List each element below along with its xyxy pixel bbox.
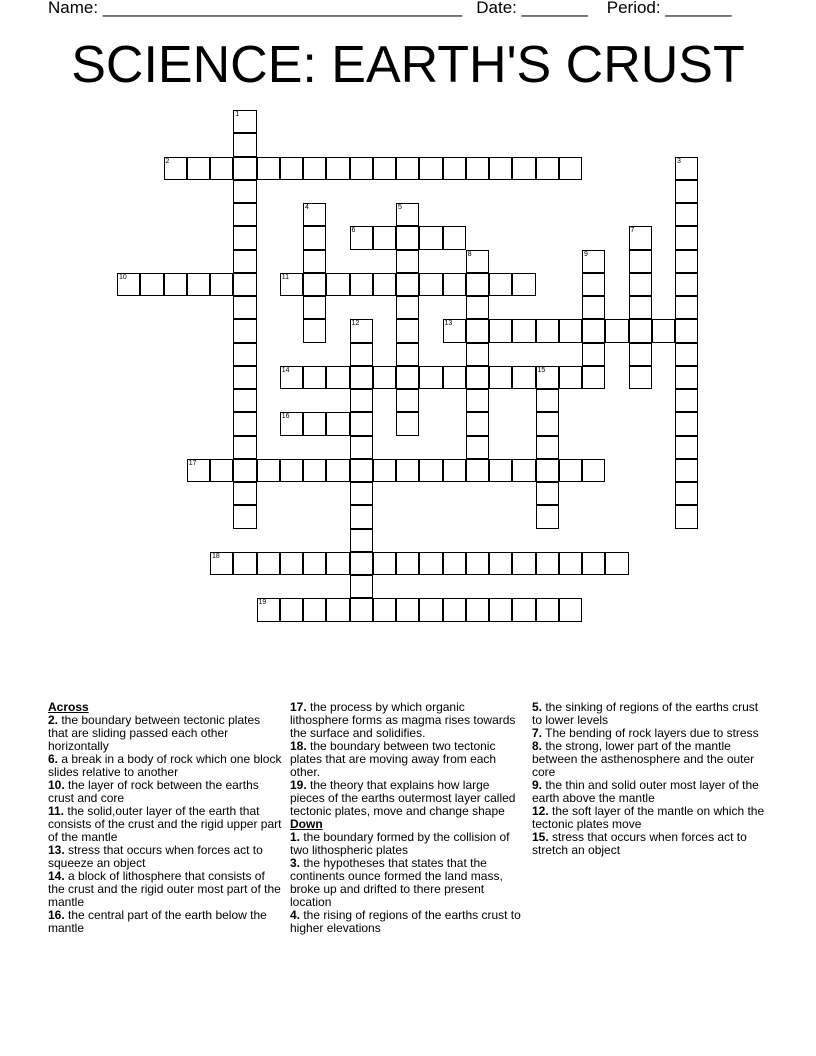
crossword-cell[interactable]: [396, 296, 419, 319]
crossword-cell[interactable]: [582, 250, 605, 273]
crossword-cell[interactable]: [512, 552, 535, 575]
clue-number: 5.: [532, 700, 543, 714]
crossword-cell[interactable]: [396, 412, 419, 435]
crossword-cell[interactable]: [210, 552, 233, 575]
cell-number: 12: [351, 320, 360, 328]
crossword-cell[interactable]: [419, 273, 442, 296]
crossword-cell[interactable]: [675, 203, 698, 226]
clue-text: the hypotheses that states that the continents ounce formed the land mass, broke up and drifted to there present location: [290, 856, 503, 909]
clue-number: 11.: [48, 804, 65, 818]
crossword-cell[interactable]: [257, 552, 280, 575]
cell-number: 13: [444, 320, 453, 328]
crossword-cell[interactable]: [629, 250, 652, 273]
crossword-cell[interactable]: [373, 598, 396, 621]
crossword-cell[interactable]: [675, 319, 698, 342]
clue-text: The bending of rock layers due to stress: [542, 726, 759, 740]
crossword-cell[interactable]: [443, 157, 466, 180]
crossword-cell[interactable]: [675, 389, 698, 412]
crossword-cell[interactable]: [257, 598, 280, 621]
crossword-cell[interactable]: [350, 552, 373, 575]
clue-number: 17.: [290, 700, 307, 714]
crossword-cell[interactable]: [350, 389, 373, 412]
crossword-cell[interactable]: [675, 459, 698, 482]
crossword-cell[interactable]: [303, 273, 326, 296]
across-clue-list: [48, 714, 283, 935]
crossword-cell[interactable]: [233, 296, 256, 319]
crossword-cell[interactable]: [257, 157, 280, 180]
crossword-cell[interactable]: [675, 436, 698, 459]
clue: [290, 740, 525, 779]
crossword-cell[interactable]: [443, 226, 466, 249]
crossword-cell[interactable]: [396, 552, 419, 575]
crossword-cell[interactable]: [629, 366, 652, 389]
crossword-cell[interactable]: [629, 226, 652, 249]
clues-column-2: [290, 701, 525, 935]
crossword-cell[interactable]: [536, 412, 559, 435]
crossword-cell[interactable]: [210, 273, 233, 296]
crossword-cell[interactable]: [396, 226, 419, 249]
crossword-cell[interactable]: [489, 157, 512, 180]
crossword-cell[interactable]: [443, 319, 466, 342]
crossword-cell[interactable]: [233, 389, 256, 412]
date-label: Date:: [476, 0, 517, 17]
crossword-cell[interactable]: [675, 482, 698, 505]
crossword-cell[interactable]: [233, 250, 256, 273]
crossword-cell[interactable]: [187, 273, 210, 296]
clue-text: stress that occurs when forces act to squeeze an object: [48, 843, 263, 870]
crossword-cell[interactable]: [373, 459, 396, 482]
crossword-cell[interactable]: [117, 273, 140, 296]
crossword-cell[interactable]: [350, 343, 373, 366]
crossword-cell[interactable]: [466, 412, 489, 435]
crossword-cell[interactable]: [466, 389, 489, 412]
crossword-cell[interactable]: [326, 552, 349, 575]
crossword-cell[interactable]: [210, 459, 233, 482]
crossword-cell[interactable]: [396, 157, 419, 180]
crossword-cell[interactable]: [303, 296, 326, 319]
cell-number: 1: [235, 111, 240, 118]
clue-number: 6.: [48, 752, 59, 766]
crossword-cell[interactable]: [233, 482, 256, 505]
clue-text: the solid,outer layer of the earth that consists of the crust and the rigid upper part of the mantle: [48, 804, 282, 844]
crossword-cell[interactable]: [396, 203, 419, 226]
cell-number: 6: [351, 227, 356, 235]
clue-number: 19.: [290, 778, 307, 792]
crossword-cell[interactable]: [233, 552, 256, 575]
crossword-cell[interactable]: [396, 598, 419, 621]
crossword-cell[interactable]: [629, 343, 652, 366]
crossword-cell[interactable]: [303, 226, 326, 249]
crossword-cell[interactable]: [350, 319, 373, 342]
clue-number: 18.: [290, 739, 307, 753]
crossword-cell[interactable]: [466, 250, 489, 273]
crossword-cell[interactable]: [350, 459, 373, 482]
name-label: Name:: [48, 0, 99, 17]
crossword-cell[interactable]: [303, 157, 326, 180]
crossword-cell[interactable]: [233, 203, 256, 226]
cell-number: 9: [584, 250, 588, 258]
crossword-cell[interactable]: [466, 296, 489, 319]
clue: [48, 753, 283, 779]
crossword-cell[interactable]: [350, 226, 373, 249]
crossword-cell[interactable]: [233, 157, 256, 180]
crossword-cell[interactable]: [350, 575, 373, 598]
crossword-cell[interactable]: [233, 133, 256, 156]
crossword-cell[interactable]: [582, 296, 605, 319]
crossword-cell[interactable]: [536, 436, 559, 459]
crossword-cell[interactable]: [536, 319, 559, 342]
crossword-cell[interactable]: [280, 157, 303, 180]
crossword-cell[interactable]: [164, 157, 187, 180]
period-field[interactable]: _______: [665, 0, 732, 17]
crossword-cell[interactable]: [512, 319, 535, 342]
crossword-cell[interactable]: [350, 505, 373, 528]
crossword-cell[interactable]: [675, 366, 698, 389]
clue-text: the process by which organic lithosphere forms as magma rises towards the surface and solidifies.: [290, 700, 516, 740]
clue: [48, 805, 283, 844]
crossword-cell[interactable]: [396, 343, 419, 366]
crossword-cell[interactable]: [536, 552, 559, 575]
crossword-cell[interactable]: [582, 366, 605, 389]
crossword-cell[interactable]: [466, 273, 489, 296]
crossword-cell[interactable]: [675, 273, 698, 296]
crossword-cell[interactable]: [396, 366, 419, 389]
clue-number: 14.: [48, 869, 65, 883]
crossword-cell[interactable]: [489, 552, 512, 575]
crossword-cell[interactable]: [629, 319, 652, 342]
crossword-cell[interactable]: [303, 552, 326, 575]
crossword-cell[interactable]: [582, 343, 605, 366]
clue: [532, 701, 767, 727]
crossword-cell[interactable]: [326, 366, 349, 389]
crossword-cell[interactable]: [675, 180, 698, 203]
crossword-cell[interactable]: [536, 482, 559, 505]
crossword-cell[interactable]: [210, 157, 233, 180]
crossword-cell[interactable]: [280, 273, 303, 296]
crossword-cell[interactable]: [350, 366, 373, 389]
clue-text: stress that occurs when forces act to stretch an object: [532, 830, 747, 857]
crossword-cell[interactable]: [559, 157, 582, 180]
clue-number: 10.: [48, 778, 65, 792]
cell-number: 8: [467, 250, 472, 258]
crossword-cell[interactable]: [675, 157, 698, 180]
cell-number: 14: [281, 366, 290, 374]
cell-number: 4: [305, 204, 309, 211]
crossword-cell[interactable]: [233, 343, 256, 366]
crossword-cell[interactable]: [536, 598, 559, 621]
clue: [532, 740, 767, 779]
crossword-cell[interactable]: [536, 157, 559, 180]
cell-number: 3: [677, 157, 681, 165]
crossword-cell[interactable]: [350, 273, 373, 296]
crossword-cell[interactable]: [419, 157, 442, 180]
crossword-cell[interactable]: [233, 459, 256, 482]
crossword-cell[interactable]: [536, 459, 559, 482]
crossword-cell[interactable]: [466, 343, 489, 366]
page-title: SCIENCE: EARTH'S CRUST: [71, 36, 745, 94]
clue: [290, 779, 525, 818]
crossword-cell[interactable]: [326, 157, 349, 180]
clue: [290, 857, 525, 909]
crossword-cell[interactable]: [675, 250, 698, 273]
crossword-cell[interactable]: [419, 226, 442, 249]
crossword-cell[interactable]: [233, 366, 256, 389]
crossword-cell[interactable]: [350, 436, 373, 459]
crossword-cell[interactable]: [605, 319, 628, 342]
crossword-cell[interactable]: [326, 459, 349, 482]
crossword-cell[interactable]: [512, 459, 535, 482]
crossword-cell[interactable]: [536, 366, 559, 389]
crossword-cell[interactable]: [396, 459, 419, 482]
cell-number: 16: [281, 413, 290, 421]
crossword-cell[interactable]: [466, 366, 489, 389]
crossword-cell[interactable]: [257, 459, 280, 482]
crossword-cell[interactable]: [164, 273, 187, 296]
cell-number: 10: [119, 273, 127, 281]
crossword-cell[interactable]: [303, 250, 326, 273]
crossword-cell[interactable]: [233, 273, 256, 296]
crossword-cell[interactable]: [280, 552, 303, 575]
cell-number: 11: [281, 273, 290, 281]
crossword-cell[interactable]: [326, 412, 349, 435]
down-clue-list: [290, 831, 525, 935]
clue: [48, 714, 283, 753]
crossword-cell[interactable]: [466, 459, 489, 482]
crossword-cell[interactable]: [489, 598, 512, 621]
crossword-cell[interactable]: [326, 598, 349, 621]
crossword-cell[interactable]: [233, 436, 256, 459]
crossword-cell[interactable]: [443, 273, 466, 296]
crossword-cell[interactable]: [280, 459, 303, 482]
crossword-cell[interactable]: [512, 273, 535, 296]
date-field[interactable]: _______: [521, 0, 588, 17]
crossword-cell[interactable]: [280, 598, 303, 621]
crossword-cell[interactable]: [303, 319, 326, 342]
crossword-cell[interactable]: [489, 459, 512, 482]
crossword-cell[interactable]: [280, 412, 303, 435]
crossword-cell[interactable]: [373, 157, 396, 180]
crossword-cell[interactable]: [350, 412, 373, 435]
clue: [532, 779, 767, 805]
crossword-cell[interactable]: [233, 180, 256, 203]
cell-number: 5: [398, 204, 402, 211]
crossword-cell[interactable]: [233, 226, 256, 249]
clue-number: 16.: [48, 908, 65, 922]
crossword-cell[interactable]: [559, 552, 582, 575]
cell-number: 15: [537, 366, 546, 374]
period-label: Period:: [606, 0, 661, 17]
crossword-cell[interactable]: [373, 552, 396, 575]
clue: [48, 909, 283, 935]
crossword-cell[interactable]: [187, 157, 210, 180]
crossword-cell[interactable]: [140, 273, 163, 296]
crossword-cell[interactable]: [187, 459, 210, 482]
crossword-cell[interactable]: [303, 366, 326, 389]
crossword-cell[interactable]: [675, 226, 698, 249]
clue: [290, 909, 525, 935]
crossword-cell[interactable]: [466, 157, 489, 180]
clue-text: the rising of regions of the earths crust to higher elevations: [290, 908, 521, 935]
clue-text: the theory that explains how large pieces of the earths outermost layer called tectonic plates, move and change shape: [290, 778, 516, 818]
clue: [48, 844, 283, 870]
crossword-cell[interactable]: [536, 505, 559, 528]
crossword-cell[interactable]: [396, 250, 419, 273]
crossword-cell[interactable]: [419, 552, 442, 575]
clue: [532, 831, 767, 857]
clue-number: 15.: [532, 830, 549, 844]
crossword-cell[interactable]: [559, 459, 582, 482]
clue: [48, 779, 283, 805]
crossword-cell[interactable]: [443, 366, 466, 389]
crossword-cell[interactable]: [512, 366, 535, 389]
crossword-cell[interactable]: [326, 273, 349, 296]
clues-column-1: [48, 701, 283, 935]
cell-number: 2: [165, 157, 170, 165]
clue-text: the layer of rock between the earths crust and core: [48, 778, 259, 805]
clue-text: the central part of the earth below the mantle: [48, 908, 267, 935]
crossword-cell[interactable]: [466, 319, 489, 342]
crossword-cell[interactable]: [233, 319, 256, 342]
clue-number: 12.: [532, 804, 549, 818]
crossword-cell[interactable]: [675, 343, 698, 366]
name-field[interactable]: ______________________________________: [102, 0, 463, 17]
crossword-cell[interactable]: [652, 319, 675, 342]
crossword-cell[interactable]: [489, 319, 512, 342]
crossword-cell[interactable]: [419, 459, 442, 482]
crossword-cell[interactable]: [559, 366, 582, 389]
crossword-cell[interactable]: [396, 389, 419, 412]
clue-text: the sinking of regions of the earths crust to lower levels: [532, 700, 759, 727]
crossword-cell[interactable]: [280, 366, 303, 389]
clue-text: the strong, lower part of the mantle between the asthenosphere and the outer core: [532, 739, 755, 779]
clue-text: the boundary between tectonic plates that are sliding passed each other horizontally: [48, 713, 261, 753]
clue: [290, 831, 525, 857]
crossword-cell[interactable]: [303, 598, 326, 621]
crossword-cell[interactable]: [303, 412, 326, 435]
clue-text: a block of lithosphere that consists of the crust and the rigid outer most part of the mantle: [48, 869, 281, 909]
crossword-cell[interactable]: [466, 552, 489, 575]
crossword-cell[interactable]: [373, 273, 396, 296]
crossword-cell[interactable]: [443, 459, 466, 482]
crossword-cell[interactable]: [373, 366, 396, 389]
crossword-cell[interactable]: [466, 598, 489, 621]
clue-number: 13.: [48, 843, 65, 857]
crossword-cell[interactable]: [350, 482, 373, 505]
crossword-cell[interactable]: [489, 366, 512, 389]
across-clue-list-continued: [290, 701, 525, 818]
crossword-cell[interactable]: [350, 529, 373, 552]
crossword-cell[interactable]: [350, 598, 373, 621]
clue: [48, 870, 283, 909]
crossword-cell[interactable]: [443, 552, 466, 575]
clue-text: the boundary formed by the collision of two lithospheric plates: [290, 830, 510, 857]
crossword-cell[interactable]: [675, 296, 698, 319]
crossword-cell[interactable]: [675, 412, 698, 435]
clue-text: a break in a body of rock which one block slides relative to another: [48, 752, 282, 779]
crossword-cell[interactable]: [233, 110, 256, 133]
crossword-cell[interactable]: [373, 226, 396, 249]
crossword-cell[interactable]: [233, 412, 256, 435]
clue-number: 3.: [290, 856, 301, 870]
crossword-cell[interactable]: [443, 598, 466, 621]
crossword-cell[interactable]: [605, 552, 628, 575]
clue: [290, 701, 525, 740]
crossword-cell[interactable]: [512, 598, 535, 621]
crossword-cell[interactable]: [303, 203, 326, 226]
cell-number: 19: [258, 599, 267, 607]
crossword-cell[interactable]: [629, 296, 652, 319]
crossword-cell[interactable]: [419, 366, 442, 389]
crossword-cell[interactable]: [350, 157, 373, 180]
clue: [532, 805, 767, 831]
crossword-cell[interactable]: [582, 459, 605, 482]
cell-number: 17: [188, 459, 197, 467]
clue-number: 2.: [48, 713, 59, 727]
crossword-cell[interactable]: [489, 273, 512, 296]
crossword-cell[interactable]: [629, 273, 652, 296]
crossword-cell[interactable]: [536, 389, 559, 412]
clue-number: 8.: [532, 739, 543, 753]
clue-text: the soft layer of the mantle on which the tectonic plates move: [532, 804, 765, 831]
crossword-cell[interactable]: [675, 505, 698, 528]
crossword-cell[interactable]: [466, 436, 489, 459]
crossword-cell[interactable]: [396, 273, 419, 296]
crossword-cell[interactable]: [582, 319, 605, 342]
crossword-cell[interactable]: [303, 459, 326, 482]
crossword-cell[interactable]: [582, 552, 605, 575]
crossword-cell[interactable]: [233, 505, 256, 528]
crossword-cell[interactable]: [419, 598, 442, 621]
down-heading: Down: [290, 817, 323, 831]
crossword-cell[interactable]: [582, 273, 605, 296]
crossword-cell[interactable]: [559, 319, 582, 342]
clue-number: 7.: [532, 726, 543, 740]
cell-number: 7: [630, 227, 635, 235]
crossword-cell[interactable]: [512, 157, 535, 180]
clue-number: 9.: [532, 778, 543, 792]
crossword-cell[interactable]: [396, 319, 419, 342]
crossword-cell[interactable]: [559, 598, 582, 621]
clue-number: 1.: [290, 830, 301, 844]
clue-text: the thin and solid outer most layer of the earth above the mantle: [532, 778, 759, 805]
clue-number: 4.: [290, 908, 301, 922]
clue-text: the boundary between two tectonic plates that are moving away from each other.: [290, 739, 497, 779]
down-clue-list-continued: [532, 701, 767, 857]
clues-column-3: [532, 701, 767, 857]
across-heading: Across: [48, 700, 89, 714]
cell-number: 18: [212, 552, 220, 560]
